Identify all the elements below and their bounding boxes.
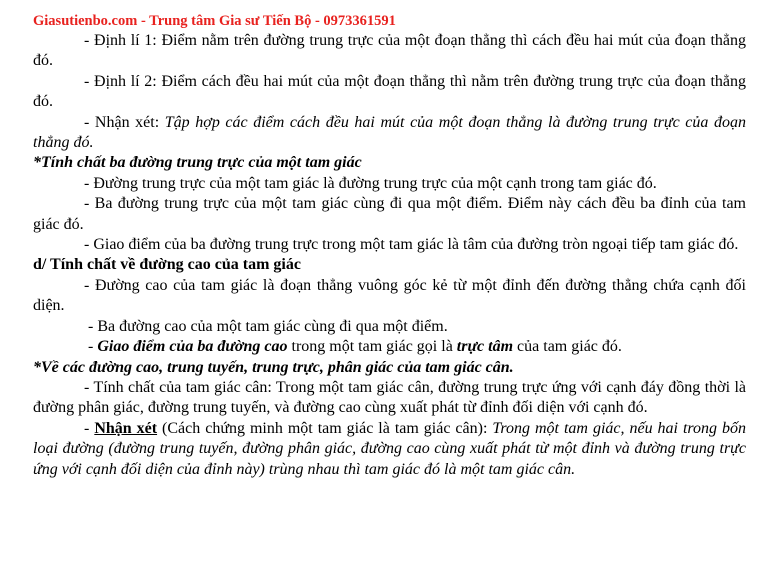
isosceles-remark-label: Nhận xét (94, 419, 158, 437)
isosceles-remark-lead: - (84, 419, 95, 437)
altitude-3-bold-2: trực tâm (456, 338, 514, 356)
bisector-property-1: - Đường trung trực của một tam giác là đường trung trực của một cạnh trong tam giác đó. (84, 174, 657, 192)
altitude-property-3 (33, 337, 746, 357)
remark-1 (33, 113, 746, 154)
altitude-property-2: - Ba đường cao của một tam giác cùng đi qua một điểm. (88, 317, 448, 335)
heading-altitudes: d/ Tính chất về đường cao của tam giác (33, 256, 301, 274)
altitude-property-1: - Đường cao của tam giác là đoạn thẳng vuông góc kẻ từ một đỉnh đến đường thẳng chứa cạnh đối diện. (33, 276, 746, 315)
heading-perpendicular-bisectors: *Tính chất ba đường trung trực của một tam giác (33, 154, 362, 172)
remark-1-italic: Tập hợp các điểm cách đều hai mút của một đoạn thẳng là đường trung trực của đoạn thẳng đó. (33, 113, 746, 152)
altitude-3-bold-1: Giao điểm của ba đường cao (97, 338, 288, 356)
bisector-property-3: - Giao điểm của ba đường trung trực trong một tam giác là tâm của đường tròn ngoại tiếp tam giác đó. (84, 236, 739, 254)
altitude-3-lead: - (88, 338, 98, 356)
isosceles-property: - Tính chất của tam giác cân: Trong một tam giác cân, đường trung trực ứng với cạnh đáy đồng thời là đường phân giác, đường trung tuyến, và đường cao cùng xuất phát từ đỉnh đối diện với cạnh đó. (33, 378, 746, 417)
isosceles-remark-paren: (Cách chứng minh một tam giác là tam giác cân): (157, 419, 493, 437)
theorem-2: - Định lí 2: Điểm cách đều hai mút của một đoạn thẳng thì nằm trên đường trung trực của đoạn thẳng đó. (33, 72, 746, 111)
theorem-1: - Định lí 1: Điểm nằm trên đường trung trực của một đoạn thẳng thì cách đều hai mút của đoạn thẳng đó. (33, 32, 746, 70)
isosceles-remark-italic: Trong một tam giác, nếu hai trong bốn loại đường (đường trung tuyến, đường phân giác, đường cao cùng xuất phát từ một đỉnh và đường trung trực ứng với cạnh đối diện của đỉnh này) trùng nhau thì tam giác đó là một tam giác cân. (33, 419, 747, 478)
altitude-3-end: của tam giác đó. (513, 338, 622, 356)
isosceles-remark (33, 419, 746, 480)
bisector-property-2: - Ba đường trung trực của một tam giác cùng đi qua một điểm. Điểm này cách đều ba đỉnh của tam giác đó. (33, 195, 746, 233)
heading-isosceles: *Về các đường cao, trung tuyến, trung trực, phân giác của tam giác cân. (33, 358, 514, 376)
site-header: Giasutienbo.com - Trung tâm Gia sư Tiến Bộ - 0973361591 (33, 13, 396, 29)
remark-1-lead: - Nhận xét: (84, 113, 165, 131)
altitude-3-mid: trong một tam giác gọi là (287, 338, 457, 356)
